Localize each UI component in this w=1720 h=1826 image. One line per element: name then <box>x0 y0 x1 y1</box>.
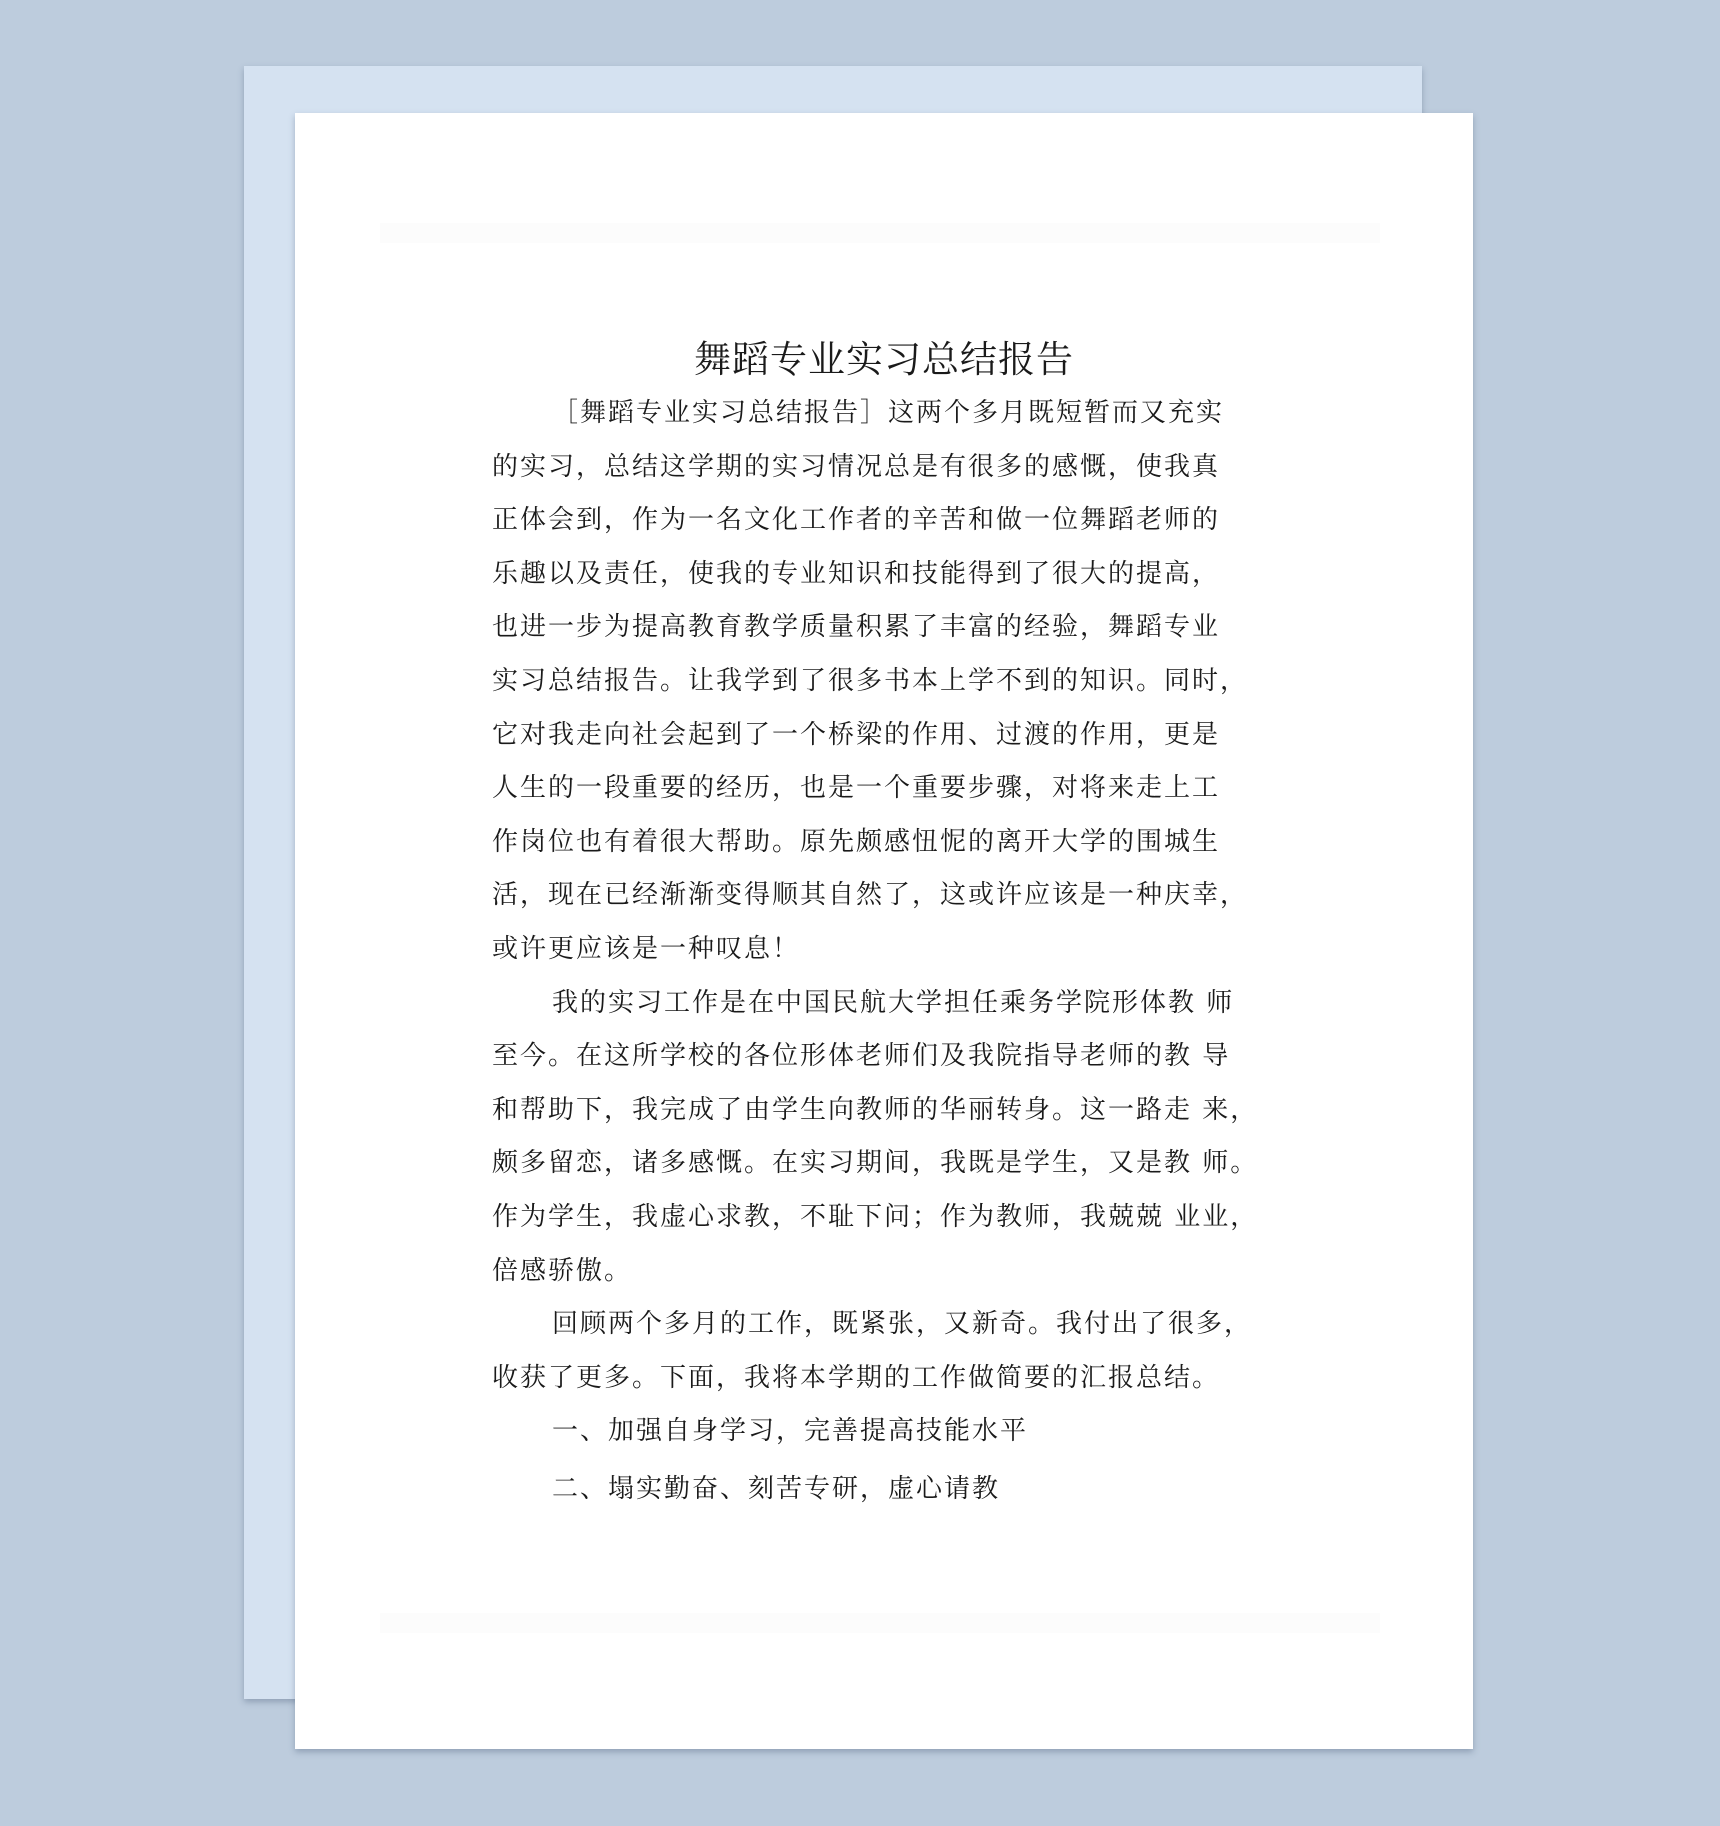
text-line: 作岗位也有着很大帮助。原先颇感忸怩的离开大学的围城生 <box>492 826 1221 857</box>
footer-band <box>380 1613 1380 1633</box>
text-line: 实习总结报告。让我学到了很多书本上学不到的知识。同时， <box>492 665 1249 696</box>
text-line: 也进一步为提高教育教学质量积累了丰富的经验，舞蹈专业 <box>492 612 1221 643</box>
text-line: 和帮助下，我完成了由学生向教师的华丽转身。这一路走 来， <box>492 1094 1259 1125</box>
text-line: 至今。在这所学校的各位形体老师们及我院指导老师的教 导 <box>492 1041 1231 1072</box>
text-line: 回顾两个多月的工作，既紧张，又新奇。我付出了很多， <box>552 1309 1253 1340</box>
text-line: 收获了更多。下面，我将本学期的工作做简要的汇报总结。 <box>492 1362 1221 1393</box>
text-line: 它对我走向社会起到了一个桥梁的作用、过渡的作用，更是 <box>492 719 1221 750</box>
text-line: 颇多留恋，诸多感慨。在实习期间，我既是学生，又是教 师。 <box>492 1148 1259 1179</box>
text-line: 正体会到，作为一名文化工作者的辛苦和做一位舞蹈老师的 <box>492 505 1221 536</box>
document-body <box>492 387 1292 1519</box>
text-line: 或许更应该是一种叹息！ <box>492 933 801 964</box>
text-line: 的实习，总结这学期的实习情况总是有很多的感慨，使我真 <box>492 451 1221 482</box>
text-line: 乐趣以及责任，使我的专业知识和技能得到了很大的提高， <box>492 558 1221 589</box>
document-title: 舞蹈专业实习总结报告 <box>694 338 1074 381</box>
document-page <box>295 113 1473 1749</box>
text-line: ［舞蹈专业实习总结报告］这两个多月既短暂而又充实 <box>552 398 1225 428</box>
text-line: 我的实习工作是在中国民航大学担任乘务学院形体教 师 <box>552 987 1235 1018</box>
text-line: 作为学生，我虚心求教，不耻下问；作为教师，我兢兢 业业， <box>492 1201 1259 1232</box>
text-line: 人生的一段重要的经历，也是一个重要步骤，对将来走上工 <box>492 773 1221 804</box>
text-line: 活，现在已经渐渐变得顺其自然了，这或许应该是一种庆幸， <box>492 880 1249 911</box>
section-heading: 一、加强自身学习，完善提高技能水平 <box>552 1416 1029 1447</box>
section-heading: 二、塌实勤奋、刻苦专研，虚心请教 <box>552 1473 1001 1504</box>
text-line: 倍感骄傲。 <box>492 1255 633 1286</box>
header-band <box>380 223 1380 243</box>
